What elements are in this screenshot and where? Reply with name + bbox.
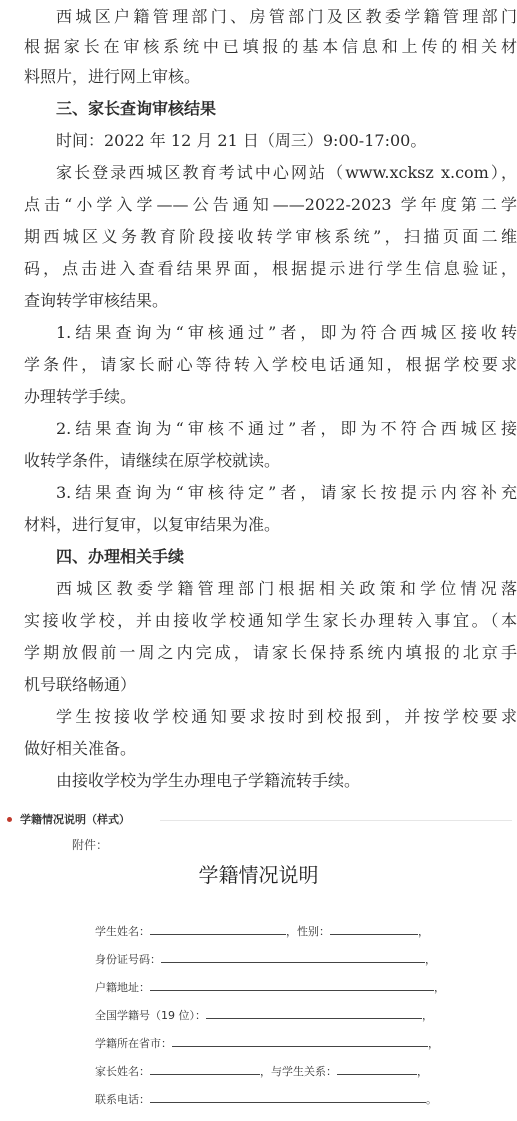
phone-label: 联系电话：: [95, 1093, 150, 1106]
form-title: 学籍情况说明: [198, 863, 319, 887]
section-separator: [0, 810, 517, 830]
notice-paragraph-line: 期西城区义务教育阶段接收转学审核系统”，扫描页面二维: [24, 227, 517, 246]
section-label: 学籍情况说明（样式）: [20, 813, 130, 826]
form-row-phone: [95, 1090, 437, 1110]
national-student-id-blank: [206, 1006, 422, 1019]
bullet-dot-icon: [7, 817, 12, 822]
student-name-blank: [150, 922, 286, 935]
notice-paragraph-line: 学生按接收学校通知要求按时到校报到，并按学校要求: [56, 707, 517, 726]
notice-paragraph-line: 西城区户籍管理部门、房管部门及区教委学籍管理部门: [56, 7, 517, 26]
notice-paragraph-line: 家长登录西城区教育考试中心网站（www.xcksz x.com），: [56, 163, 517, 182]
gender-blank: [330, 922, 418, 935]
national-student-id-label: 全国学籍号（19 位）：: [95, 1009, 206, 1022]
notice-paragraph-line: 实接收学校，并由接收学校通知学生家长办理转入事宜。（本: [24, 611, 517, 630]
notice-paragraph-line: 西城区教委学籍管理部门根据相关政策和学位情况落: [56, 579, 517, 598]
attachment-label: 附件：: [72, 838, 109, 852]
notice-paragraph-line: 材料，进行复审，以复审结果为准。: [24, 515, 281, 534]
notice-paragraph-line: 做好相关准备。: [24, 739, 137, 758]
notice-paragraph-line: 点击“小学入学——公告通知——2022-2023 学年度第二学: [24, 195, 517, 214]
notice-paragraph-line: 收转学条件，请继续在原学校就读。: [24, 451, 281, 470]
form-row-household-address: [95, 978, 445, 998]
notice-paragraph-line: 料照片，进行网上审核。: [24, 67, 201, 86]
comma-mark: ，: [425, 953, 436, 966]
notice-paragraph-line: 学条件，请家长耐心等待转入学校电话通知，根据学校要求: [24, 355, 517, 374]
gender-label: ，性别：: [286, 925, 330, 938]
notice-paragraph-line: 由接收学校为学生办理电子学籍流转手续。: [56, 771, 361, 790]
comma-mark: ，: [428, 1037, 439, 1050]
student-name-label: 学生姓名：: [95, 925, 150, 938]
form-row-national-student-id: [95, 1006, 433, 1026]
notice-paragraph-line: 学期放假前一周之内完成，请家长保持系统内填报的北京手: [24, 643, 517, 662]
notice-paragraph-line: 机号联络畅通）: [24, 675, 137, 694]
comma-mark: ，: [417, 1065, 428, 1078]
notice-paragraph-line: 码，点击进入查看结果界面，根据提示进行学生信息验证，: [24, 259, 517, 278]
notice-paragraph-line: 2.结果查询为“审核不通过”者，即为不符合西城区接: [56, 419, 517, 438]
relationship-label: ，与学生关系：: [260, 1065, 337, 1078]
id-number-blank: [161, 950, 425, 963]
household-address-blank: [150, 978, 434, 991]
form-row-enrollment-location: [95, 1034, 439, 1054]
form-row-parent-name: [95, 1062, 428, 1082]
period-mark: 。: [426, 1093, 437, 1106]
notice-paragraph-line: 办理转学手续。: [24, 387, 137, 406]
phone-blank: [150, 1090, 426, 1103]
notice-paragraph-line: 根据家长在审核系统中已填报的基本信息和上传的相关材: [24, 37, 517, 56]
enrollment-location-label: 学籍所在省市：: [95, 1037, 172, 1050]
notice-paragraph-line: 查询转学审核结果。: [24, 291, 169, 310]
comma-mark: ，: [418, 925, 429, 938]
household-address-label: 户籍地址：: [95, 981, 150, 994]
enrollment-location-blank: [172, 1034, 428, 1047]
comma-mark: ，: [434, 981, 445, 994]
comma-mark: ，: [422, 1009, 433, 1022]
section-heading-procedures: 四、办理相关手续: [56, 547, 185, 566]
notice-paragraph-line: 1.结果查询为“审核通过”者，即为符合西城区接收转: [56, 323, 517, 342]
notice-paragraph-line: 时间：2022 年 12 月 21 日（周三）9:00-17:00。: [56, 131, 427, 150]
id-number-label: 身份证号码：: [95, 953, 161, 966]
relationship-blank: [337, 1062, 417, 1075]
divider-line: [160, 820, 512, 821]
parent-name-blank: [150, 1062, 260, 1075]
form-row-id-number: [95, 950, 436, 970]
notice-paragraph-line: 3.结果查询为“审核待定”者，请家长按提示内容补充: [56, 483, 517, 502]
parent-name-label: 家长姓名：: [95, 1065, 150, 1078]
form-row-student-name: [95, 922, 429, 942]
section-heading-query-results: 三、家长查询审核结果: [56, 99, 217, 118]
